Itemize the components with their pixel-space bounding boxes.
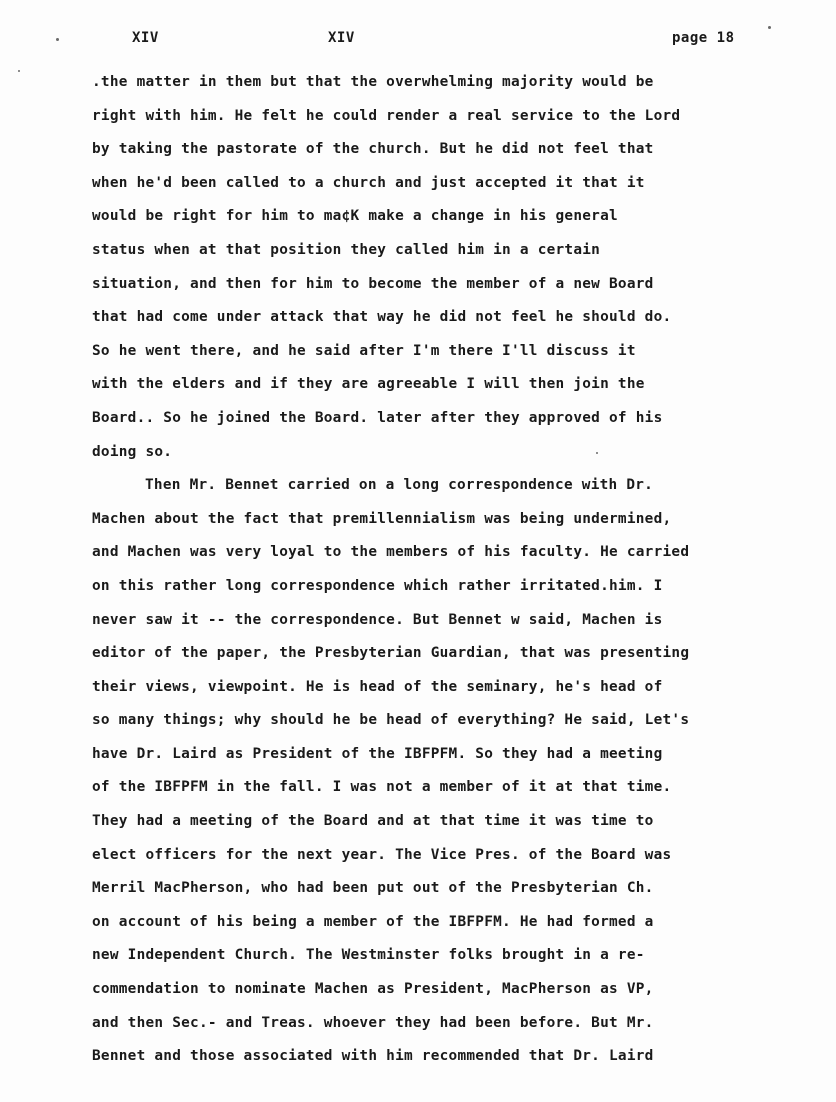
- text-line: Merril MacPherson, who had been put out of the Presbyterian Ch.: [92, 880, 654, 897]
- text-line: So he went there, and he said after I'm there I'll discuss it: [92, 342, 636, 359]
- text-line: doing so.: [92, 443, 173, 460]
- text-line: never saw it -- the correspondence. But Bennet w said, Machen is: [92, 611, 663, 628]
- text-line: Machen about the fact that premillennialism was being undermined,: [92, 510, 672, 527]
- text-line: right with him. He felt he could render a real service to the Lord: [92, 107, 681, 124]
- text-line: by taking the pastorate of the church. But he did not feel that: [92, 141, 654, 158]
- text-line: on this rather long correspondence which rather irritated.him. I: [92, 577, 663, 594]
- text-line: new Independent Church. The Westminster folks brought in a re-: [92, 947, 645, 964]
- text-line: Board.. So he joined the Board. later after they approved of his: [92, 409, 663, 426]
- text-line: have Dr. Laird as President of the IBFPFM. So they had a meeting: [92, 745, 663, 762]
- paragraph-start-line: Then Mr. Bennet carried on a long correspondence with Dr.: [145, 477, 654, 494]
- text-line: Bennet and those associated with him recommended that Dr. Laird: [92, 1048, 654, 1065]
- text-line: that had come under attack that way he did not feel he should do.: [92, 309, 672, 326]
- chapter-label-center: XIV: [328, 30, 355, 46]
- text-line: They had a meeting of the Board and at that time it was time to: [92, 813, 654, 830]
- text-line: commendation to nominate Machen as President, MacPherson as VP,: [92, 981, 654, 998]
- text-line: would be right for him to ma¢K make a change in his general: [92, 208, 618, 225]
- text-line: with the elders and if they are agreeable I will then join the: [92, 376, 645, 393]
- body-text: [92, 66, 782, 1074]
- scan-speck: [768, 26, 771, 29]
- text-line: their views, viewpoint. He is head of the seminary, he's head of: [92, 678, 663, 695]
- text-line: and Machen was very loyal to the members of his faculty. He carried: [92, 544, 690, 561]
- text-line: situation, and then for him to become the member of a new Board: [92, 275, 654, 292]
- scan-speck: [18, 70, 20, 72]
- text-line: on account of his being a member of the IBFPFM. He had formed a: [92, 913, 654, 930]
- scan-speck: [596, 452, 598, 454]
- text-line: of the IBFPFM in the fall. I was not a member of it at that time.: [92, 779, 672, 796]
- chapter-label-left: XIV: [132, 30, 159, 46]
- text-line: editor of the paper, the Presbyterian Guardian, that was presenting: [92, 645, 690, 662]
- scan-speck: [56, 38, 59, 41]
- text-line: and then Sec.- and Treas. whoever they had been before. But Mr.: [92, 1014, 654, 1031]
- text-line: status when at that position they called him in a certain: [92, 241, 601, 258]
- text-line: when he'd been called to a church and just accepted it that it: [92, 174, 645, 191]
- text-line: so many things; why should he be head of everything? He said, Let's: [92, 712, 690, 729]
- text-line: elect officers for the next year. The Vice Pres. of the Board was: [92, 846, 672, 863]
- page-number: page 18: [672, 30, 735, 46]
- page-header: [0, 30, 836, 50]
- text-line: .the matter in them but that the overwhelming majority would be: [92, 74, 654, 90]
